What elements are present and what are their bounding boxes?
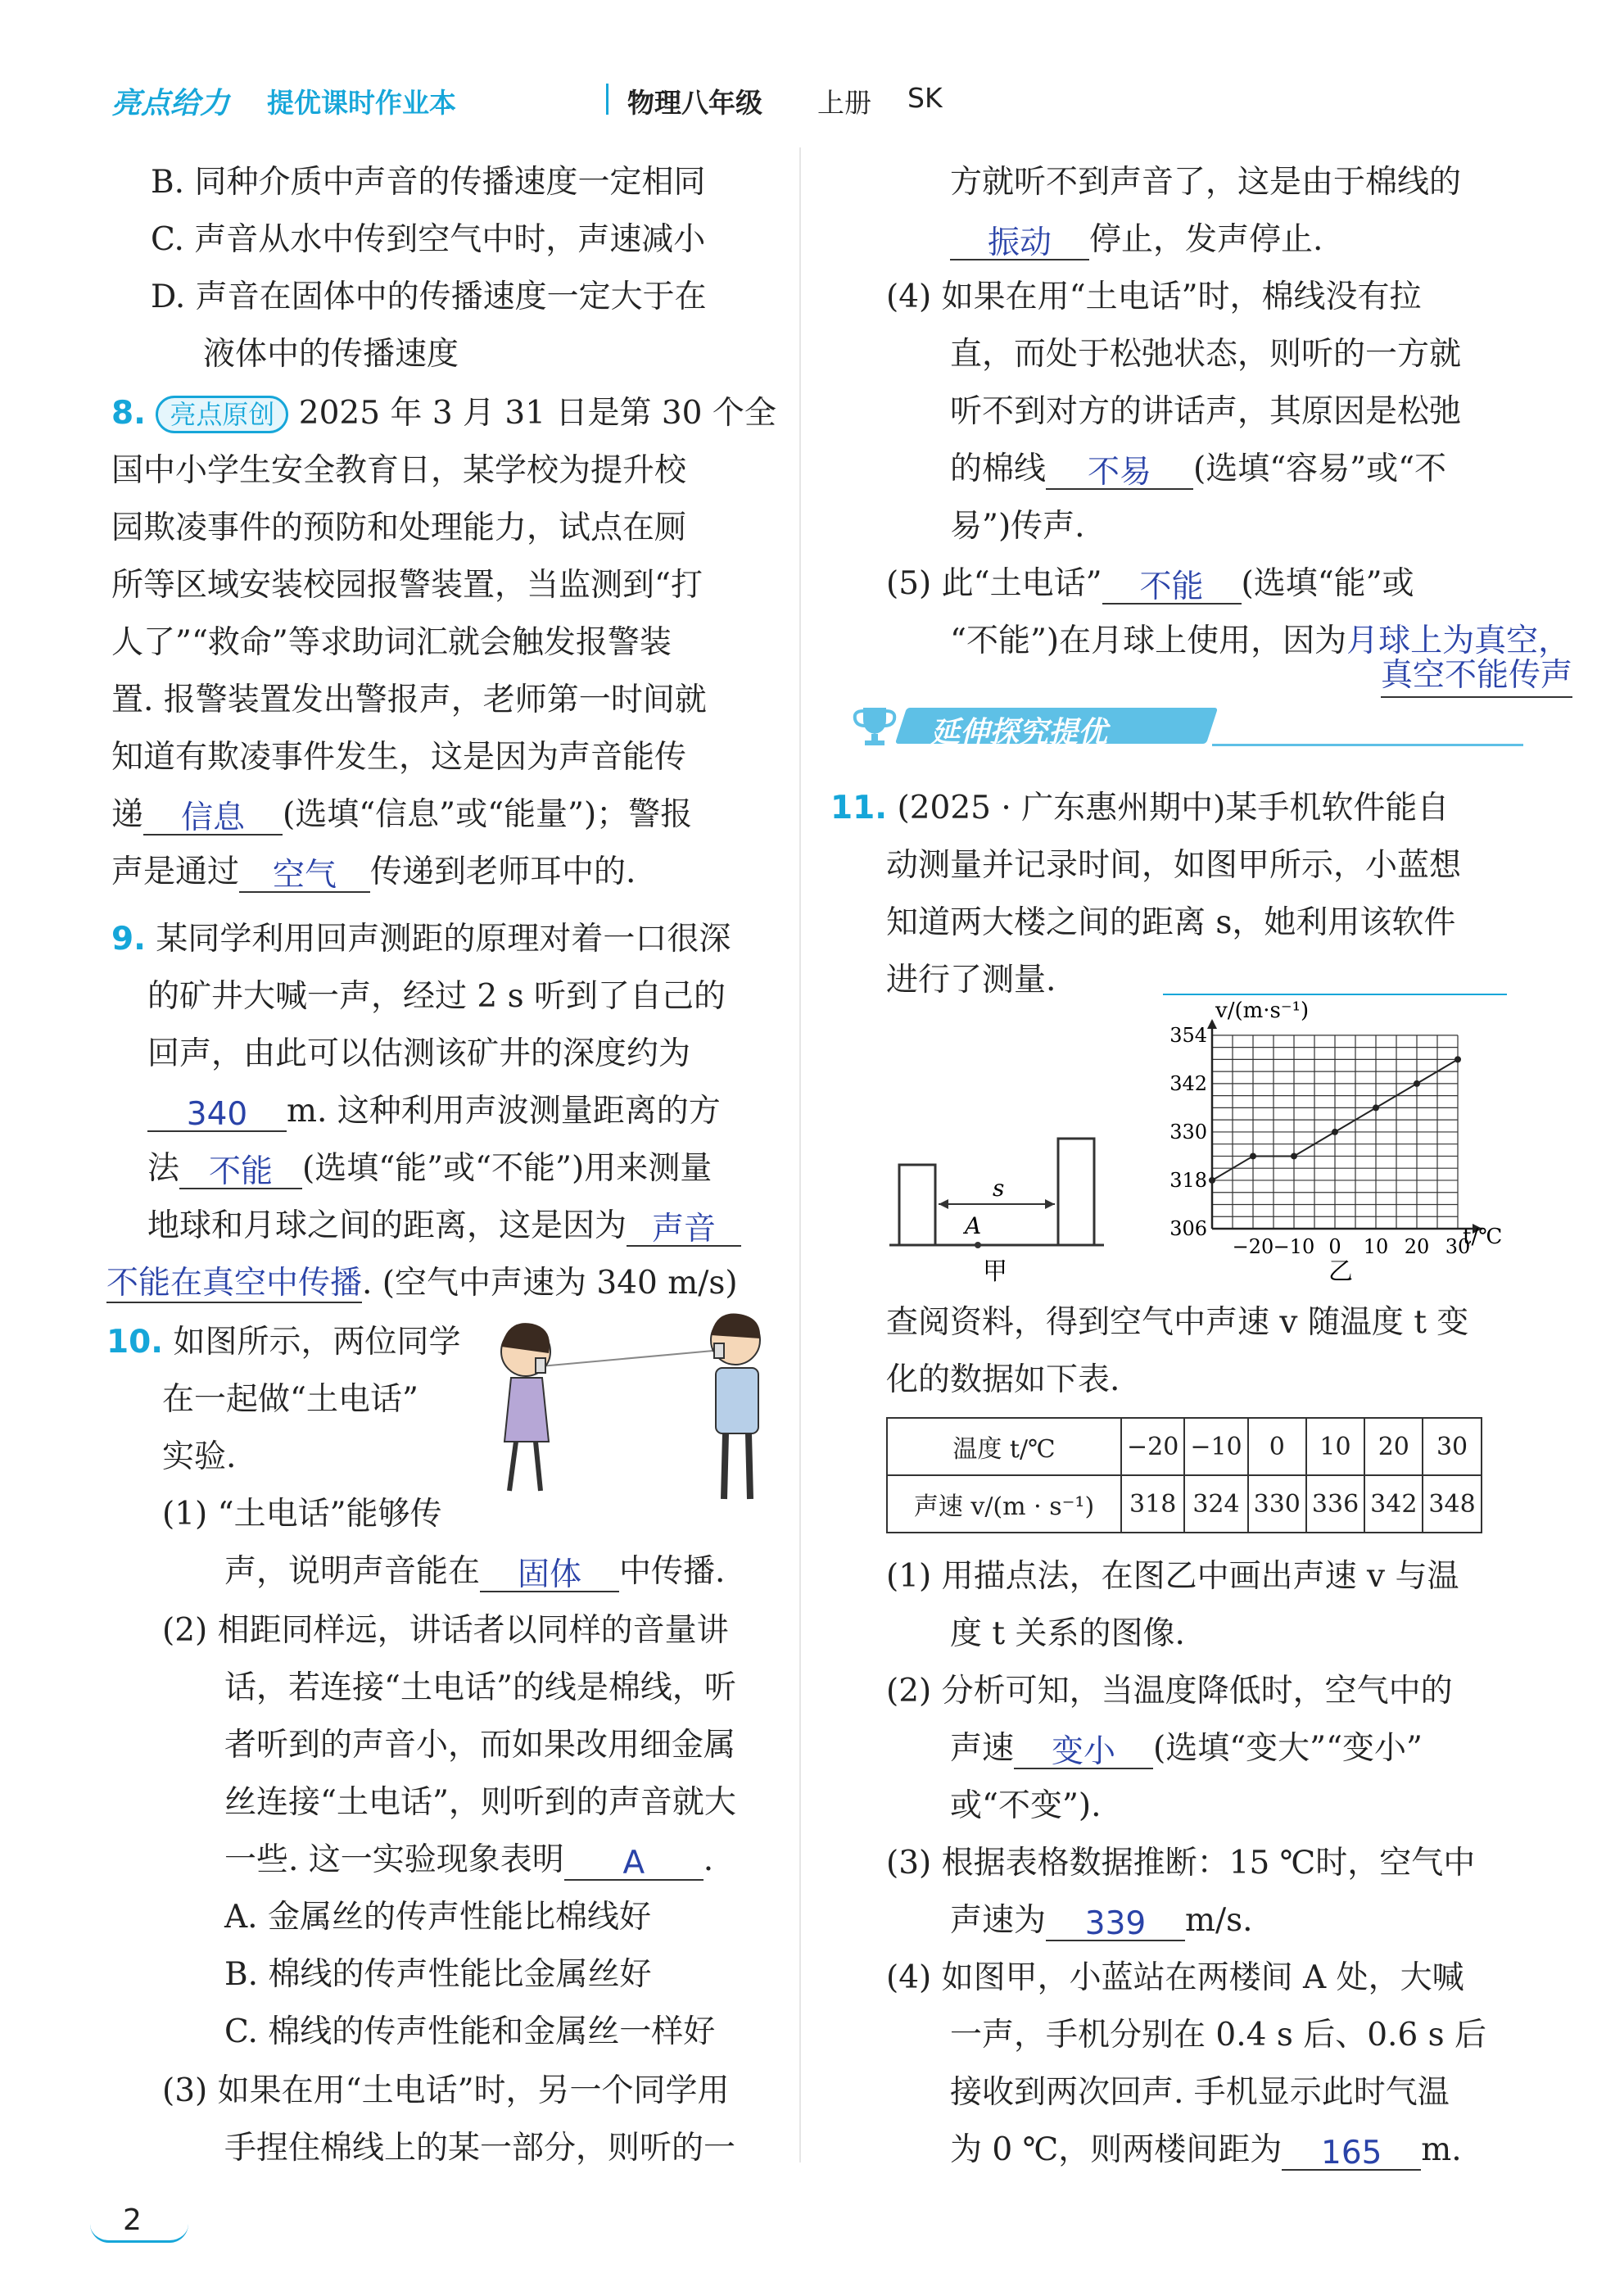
x-tick-label: 0 (1328, 1235, 1341, 1258)
data-point (1291, 1153, 1297, 1159)
q8-text-1: 2025 年 3 月 31 日是第 30 个全 (298, 395, 776, 432)
q11-p1-line-1: (1) 用描点法，在图乙中画出声速 v 与温 (886, 1558, 1459, 1595)
q10-p2-line-4: 丝连接“土电话”，则听到的声音就大 (224, 1784, 736, 1821)
q11-p3-text-c: m/s. (1185, 1902, 1253, 1939)
q8-line-9 (111, 852, 636, 893)
header-divider (606, 84, 608, 115)
q9-text-1: 某同学利用回声测距的原理对着一口很深 (156, 921, 731, 958)
q8-number: 8. (111, 395, 146, 432)
column-divider (799, 147, 801, 2162)
q10-answer-2[interactable]: A (564, 1843, 703, 1881)
q9-text-7b: . (空气中声速为 340 m/s) (362, 1265, 738, 1302)
table-cell: 348 (1423, 1475, 1481, 1533)
page-number-swoosh (90, 2224, 188, 2243)
q10-answer-6a[interactable]: 月球上为真空， (1346, 623, 1571, 659)
q9-line-4 (147, 1091, 721, 1132)
q9-text-5b: (选填“能”或“不能”)用来测量 (302, 1150, 713, 1187)
q11-p2-text-b: 声速 (950, 1730, 1015, 1767)
banner-rule (1212, 744, 1523, 746)
x-tick-label: 20 (1404, 1235, 1430, 1258)
q10-line-3: 实验. (162, 1438, 237, 1475)
q10-p5-text-b: (选填“能”或 (1241, 565, 1414, 602)
x-tick-label: −20 (1232, 1235, 1274, 1258)
data-point (1250, 1153, 1256, 1159)
figure-b-caption: 乙 (1328, 1257, 1353, 1286)
q8-line-4: 所等区域安装校园报警装置，当监测到“打 (111, 567, 703, 604)
option-d-cont: 液体中的传播速度 (203, 336, 459, 373)
q10-line-2: 在一起做“土电话” (162, 1381, 418, 1418)
x-tick-label: −10 (1273, 1235, 1315, 1258)
y-tick-label: 342 (1169, 1071, 1207, 1095)
q11-answer-3[interactable]: 339 (1046, 1904, 1185, 1941)
q9-text-6a: 地球和月球之间的距离，这是因为 (147, 1207, 627, 1244)
q8-line-1 (111, 393, 776, 434)
banner-title: 延伸探究提优 (930, 716, 1108, 749)
y-tick-label: 306 (1169, 1217, 1207, 1240)
table-cell: 30 (1423, 1418, 1481, 1475)
table-cell: 0 (1248, 1418, 1306, 1475)
y-axis-label: v/(m·s⁻¹) (1215, 999, 1310, 1023)
q10-text-1: 如图所示，两位同学 (173, 1324, 461, 1361)
q9-line-5 (147, 1148, 712, 1189)
x-tick-label: 10 (1363, 1235, 1389, 1258)
brand-logo: 亮点给力 (111, 87, 230, 120)
q9-text-5a: 法 (147, 1150, 180, 1187)
right-building (1058, 1139, 1094, 1245)
table-cell: 342 (1364, 1475, 1423, 1533)
q9-line-1 (111, 919, 731, 960)
q11-number: 11. (830, 790, 888, 826)
x-tick-label: 30 (1445, 1235, 1471, 1258)
q9-line-3: 回声，由此可以估测该矿井的深度约为 (147, 1035, 691, 1072)
table-cell: −20 (1121, 1418, 1184, 1475)
section-banner (852, 703, 1507, 749)
q10-option-c: C. 棉线的传声性能和金属丝一样好 (224, 2013, 716, 2050)
header-subject: 物理八年级 (627, 87, 762, 119)
q11-text-1: (2025 · 广东惠州期中)某手机软件能自 (897, 790, 1450, 826)
q8-text-9a: 声是通过 (111, 854, 240, 890)
q10-p3-line-4 (950, 220, 1323, 260)
q8-text-8a: 递 (111, 796, 144, 833)
q10-p2-text-f: . (703, 1841, 714, 1878)
figure-a-buildings (889, 1122, 1104, 1286)
q11-line-5: 查阅资料，得到空气中声速 v 随温度 t 变 (886, 1304, 1469, 1341)
y-tick-label: 354 (1169, 1023, 1207, 1047)
data-point (1454, 1056, 1461, 1062)
q9-answer-1[interactable]: 340 (147, 1094, 287, 1132)
q10-option-a: A. 金属丝的传声性能比棉线好 (224, 1899, 651, 1936)
table-cell: −10 (1184, 1418, 1247, 1475)
data-point (1209, 1177, 1215, 1184)
q10-p5-text-a: (5) 此“土电话” (886, 565, 1102, 602)
q10-p4-line-2: 直，而处于松弛状态，则听的一方就 (950, 336, 1462, 373)
data-point (1373, 1104, 1379, 1111)
boy-figure (711, 1314, 760, 1499)
q11-p2-line-3: 或“不变”). (950, 1787, 1102, 1824)
q11-line-4: 进行了测量. (886, 962, 1056, 999)
option-d: D. 声音在固体中的传播速度一定大于在 (151, 279, 707, 315)
table-row-speed (887, 1475, 1482, 1533)
q10-p3-text-r2b: 停止，发声停止. (1089, 221, 1323, 258)
q10-p5-line-1 (886, 564, 1414, 605)
q11-p4-text-e: m. (1421, 2131, 1462, 2168)
table-row-temperature (887, 1418, 1482, 1475)
q10-p2-line-1: (2) 相距同样远，讲话者以同样的音量讲 (162, 1612, 729, 1649)
option-c: C. 声音从水中传到空气中时，声速减小 (151, 221, 706, 258)
q10-answer-4[interactable]: 不易 (1046, 452, 1193, 490)
q10-p2-line-3: 者听到的声音小，而如果改用细金属 (224, 1727, 736, 1764)
header-edition: SK (907, 82, 943, 114)
q10-p4-line-1: (4) 如果在用“土电话”时，棉线没有拉 (886, 279, 1422, 315)
q8-line-7: 知道有欺凌事件发生，这是因为声音能传 (111, 739, 687, 776)
table-cell: 330 (1248, 1475, 1306, 1533)
q11-p4-line-1: (4) 如图甲，小蓝站在两楼间 A 处，大喊 (886, 1959, 1464, 1996)
q10-answer-3[interactable]: 振动 (950, 223, 1089, 260)
q10-p2-line-5 (224, 1840, 713, 1881)
q11-p3-line-1: (3) 根据表格数据推断：15 ℃时，空气中 (886, 1845, 1476, 1882)
table-cell: 336 (1306, 1475, 1364, 1533)
q11-p3-line-2 (950, 1900, 1253, 1941)
q11-line-6: 化的数据如下表. (886, 1361, 1120, 1398)
data-point (1332, 1129, 1338, 1135)
q8-text-8b: (选填“信息”或“能量”)；警报 (283, 796, 693, 833)
q11-p4-line-4 (950, 2130, 1462, 2171)
q11-p4-line-3: 接收到两次回声. 手机显示此时气温 (950, 2074, 1450, 2111)
q9-text-4b: m. 这种利用声波测量距离的方 (287, 1093, 721, 1130)
q9-answer-3a[interactable]: 声音 (627, 1209, 741, 1247)
q11-line-3: 知道两大楼之间的距离 s，她利用该软件 (886, 904, 1456, 941)
q10-answer-1[interactable]: 固体 (480, 1555, 619, 1592)
q8-answer-1[interactable]: 信息 (143, 798, 283, 836)
figure-a-caption: 甲 (983, 1257, 1007, 1286)
q8-text-9b: 传递到老师耳中的. (370, 854, 636, 890)
q10-p2-line-2: 话，若连接“土电话”的线是棉线，听 (224, 1669, 736, 1706)
table-cell: 318 (1121, 1475, 1184, 1533)
trophy-icon (852, 703, 898, 749)
q10-p4-line-3: 听不到对方的讲话声，其原因是松弛 (950, 393, 1462, 430)
q11-line-1 (830, 788, 1449, 829)
q8-badge: 亮点原创 (156, 396, 288, 433)
q9-answer-3b[interactable]: 不能在真空中传播 (106, 1265, 363, 1302)
data-point (1414, 1080, 1420, 1087)
q10-p2-text-e: 一些. 这一实验现象表明 (224, 1841, 564, 1878)
point-a-label: A (965, 1212, 982, 1239)
q10-number: 10. (106, 1324, 164, 1361)
q8-line-2: 国中小学生安全教育日，某学校为提升校 (111, 452, 687, 489)
q9-answer-2[interactable]: 不能 (179, 1152, 302, 1189)
q10-p4-line-5: 易”)传声. (950, 508, 1085, 545)
girl-figure (501, 1323, 550, 1491)
q11-p4-line-2: 一声，手机分别在 0.4 s 后、0.6 s 后 (950, 2017, 1487, 2054)
phone-string (541, 1350, 722, 1366)
q11-p1-line-2: 度 t 关系的图像. (950, 1615, 1185, 1652)
q10-p1-line-1: (1) “土电话”能够传 (162, 1496, 442, 1533)
q9-number: 9. (111, 921, 146, 958)
q11-answer-4[interactable]: 165 (1282, 2133, 1421, 2171)
speed-temperature-table (886, 1417, 1482, 1533)
q10-p4-text-e: (选填“容易”或“不 (1193, 451, 1447, 487)
q9-line-2: 的矿井大喊一声，经过 2 s 听到了自己的 (147, 978, 726, 1015)
q10-p3-line-3: 方就听不到声音了，这是由于棉线的 (950, 164, 1462, 201)
q9-line-6 (147, 1206, 741, 1247)
q8-line-8 (111, 795, 692, 836)
q11-p2-text-c: (选填“变大”“变小” (1153, 1730, 1423, 1767)
q10-answer-5[interactable]: 不能 (1102, 567, 1242, 605)
table-head-temperature: 温度 t/℃ (887, 1418, 1121, 1475)
q10-answer-6b[interactable]: 真空不能传声 (1381, 655, 1572, 698)
q10-p1-text-b: 声，说明声音能在 (224, 1553, 481, 1590)
q10-p5-text-c: “不能”)在月球上使用，因为 (950, 623, 1347, 659)
q9-line-7 (106, 1263, 738, 1304)
q10-p3-line-1: (3) 如果在用“土电话”时，另一个同学用 (162, 2072, 730, 2109)
q10-p3-line-2: 手捏住棉线上的某一部分，则听的一 (224, 2130, 736, 2167)
q8-line-6: 置. 报警装置发出警报声，老师第一时间就 (111, 682, 707, 718)
q8-answer-2[interactable]: 空气 (239, 855, 370, 893)
point-a (975, 1242, 981, 1248)
y-tick-label: 318 (1169, 1168, 1207, 1192)
option-b: B. 同种介质中声音的传播速度一定相同 (151, 164, 706, 201)
table-cell: 20 (1364, 1418, 1423, 1475)
q10-option-b: B. 棉线的传声性能比金属丝好 (224, 1956, 652, 1993)
table-cell: 324 (1184, 1475, 1247, 1533)
x-axis-label: t/℃ (1463, 1225, 1503, 1249)
header-volume: 上册 (817, 87, 871, 119)
q11-p4-text-d: 为 0 ℃，则两楼间距为 (950, 2131, 1283, 2168)
y-tick-label: 330 (1169, 1120, 1207, 1143)
q11-p2-line-2 (950, 1728, 1423, 1769)
distance-label: s (993, 1175, 1005, 1202)
q10-p1-text-c: 中传播. (619, 1553, 726, 1590)
table-cell: 10 (1306, 1418, 1364, 1475)
q8-line-3: 园欺凌事件的预防和处理能力，试点在厕 (111, 509, 687, 546)
q10-line-1 (106, 1322, 461, 1363)
q10-p1-line-2 (224, 1551, 725, 1592)
q11-line-2: 动测量并记录时间，如图甲所示，小蓝想 (886, 847, 1462, 884)
q8-line-5: 人了”“救命”等求助词汇就会触发报警装 (111, 624, 672, 661)
left-building (899, 1165, 935, 1245)
table-head-speed: 声速 v/(m · s⁻¹) (887, 1475, 1121, 1533)
page-header (111, 75, 1504, 121)
q11-p3-text-b: 声速为 (950, 1902, 1047, 1939)
tin-can-phone-illustration (483, 1311, 778, 1515)
q10-p4-line-4 (950, 449, 1446, 490)
q11-p2-line-1: (2) 分析可知，当温度降低时，空气中的 (886, 1673, 1453, 1710)
figure-b-chart (1163, 991, 1507, 1288)
q11-answer-2[interactable]: 变小 (1014, 1732, 1153, 1769)
q10-p4-text-d: 的棉线 (950, 451, 1047, 487)
page-number: 2 (123, 2203, 142, 2237)
book-subtitle: 提优课时作业本 (267, 87, 456, 119)
